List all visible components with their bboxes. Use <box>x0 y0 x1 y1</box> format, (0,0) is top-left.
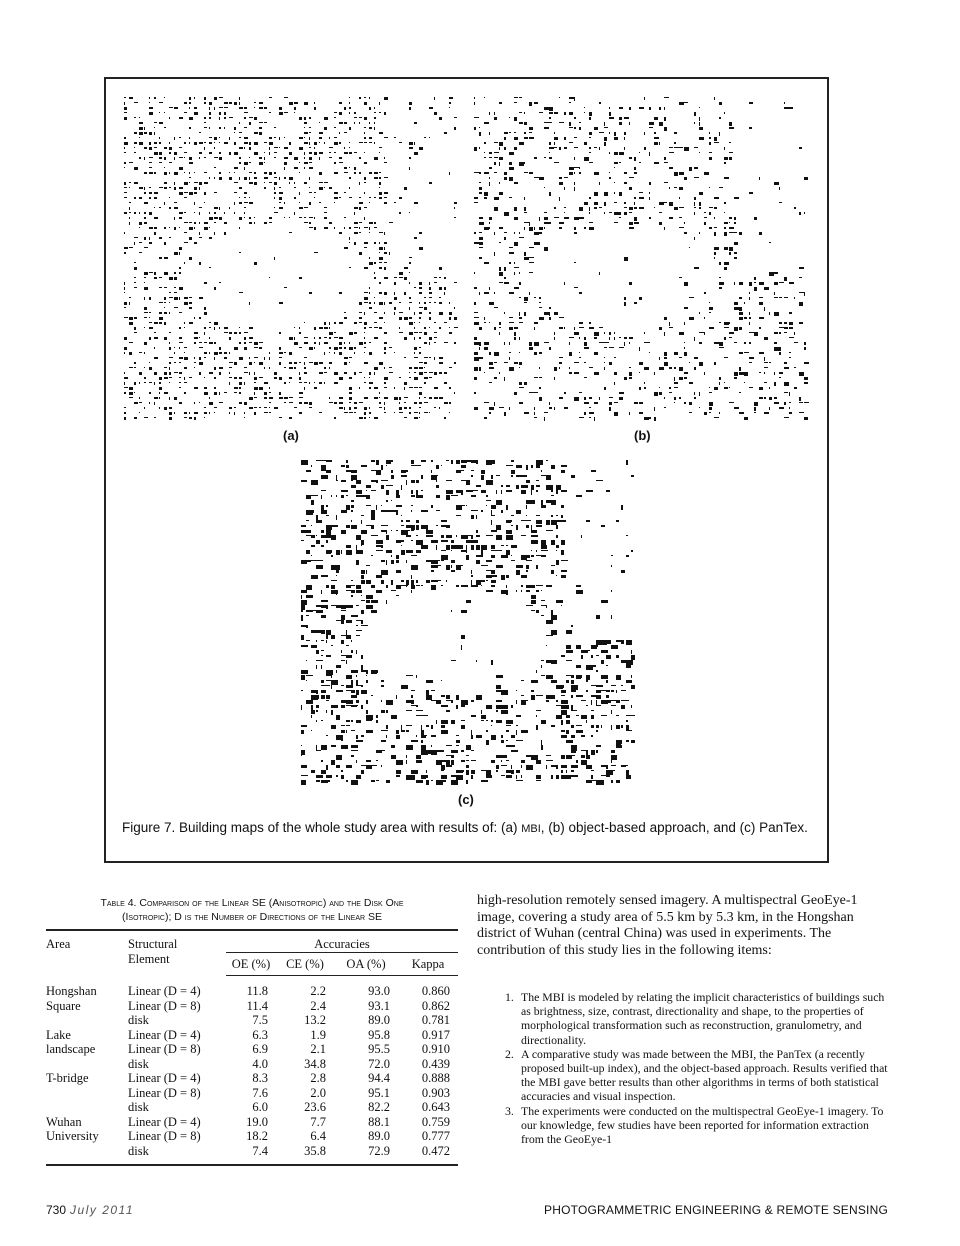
cell-area: University <box>46 1129 99 1143</box>
cell-se: disk <box>128 1144 226 1166</box>
cell-area: landscape <box>46 1042 96 1056</box>
cell-oe: 7.4 <box>226 1144 276 1166</box>
list-item: 3. The experiments were conducted on the multispectral GeoEye-1 imagery. To our knowledge, few studies have been reported for information extraction from the GeoEye-1 <box>505 1103 884 1147</box>
cell-ce: 1.9 <box>310 1027 326 1042</box>
building-pixels <box>474 97 809 421</box>
cell-oa: 95.1 <box>368 1085 390 1100</box>
issue-date: July 2011 <box>70 1203 135 1217</box>
cell-oa: 82.2 <box>368 1100 390 1114</box>
table-row <box>46 1057 458 1072</box>
panel-label-b: (b) <box>634 428 651 443</box>
cell-kappa: 0.759 <box>421 1114 450 1129</box>
header-accuracies: Accuracies <box>226 930 458 952</box>
footer-page-info <box>46 1203 134 1217</box>
table-row <box>46 1028 458 1043</box>
cell-kappa: 0.917 <box>421 1027 450 1042</box>
cell-ce: 7.7 <box>310 1114 326 1129</box>
cell-oe: 18.2 <box>246 1129 268 1143</box>
figure-caption: Figure 7. Building maps of the whole study area with results of: (a) MBI, (b) object-based approach, and (c) PanTex. <box>122 820 808 835</box>
cell-oa: 93.0 <box>368 984 390 998</box>
table-row <box>46 1100 458 1115</box>
cell-se: disk <box>128 1100 149 1114</box>
cell-area: Lake <box>46 1027 71 1042</box>
cell-se: Linear (D = 8) <box>128 998 201 1013</box>
cell-area: Wuhan <box>46 1114 82 1129</box>
table-row <box>46 1042 458 1057</box>
header-area: Area <box>46 930 128 976</box>
cell-ce: 35.8 <box>276 1144 334 1166</box>
map-raster <box>124 97 459 422</box>
cell-oe: 4.0 <box>252 1056 268 1071</box>
body-paragraph: high-resolution remotely sensed imagery. A multispectral GeoEye-1 image, covering a study area of 5.5 km by 5.3 km, in the Hongshan district of Wuhan (central China) was used in experiments. The contribution of this study lies in the following items: <box>477 893 858 958</box>
cell-area <box>46 1057 128 1072</box>
table-row <box>46 1129 458 1144</box>
table-row <box>46 999 458 1014</box>
cell-area <box>46 1086 128 1101</box>
cell-se: Linear (D = 4) <box>128 983 201 998</box>
building-map-object-based <box>474 97 809 422</box>
cell-oe: 6.3 <box>252 1027 268 1042</box>
building-pixels <box>124 97 458 420</box>
cell-ce: 2.1 <box>310 1042 326 1056</box>
cell-ce: 2.0 <box>310 1085 326 1100</box>
building-map-mbi <box>124 97 459 422</box>
table-row <box>46 976 458 999</box>
cell-oa: 72.0 <box>368 1056 390 1071</box>
cell-se: Linear (D = 8) <box>128 1042 201 1056</box>
cell-kappa: 0.860 <box>421 984 450 998</box>
header-ce: CE (%) <box>276 952 334 976</box>
journal-name: PHOTOGRAMMETRIC ENGINEERING & REMOTE SENSING <box>544 1203 888 1217</box>
table-row <box>46 1115 458 1130</box>
cell-oe: 7.6 <box>252 1085 268 1100</box>
cell-area: Hongshan <box>46 983 97 998</box>
cell-area: T-bridge <box>46 1071 89 1085</box>
header-oa: OA (%) <box>334 952 398 976</box>
cell-se: disk <box>128 1056 149 1071</box>
contribution-list <box>497 990 892 1146</box>
cell-ce: 6.4 <box>310 1129 326 1143</box>
cell-ce: 2.4 <box>310 998 326 1013</box>
cell-kappa: 0.910 <box>421 1042 450 1056</box>
table-title <box>46 896 458 924</box>
cell-kappa: 0.439 <box>421 1056 450 1071</box>
cell-oe: 8.3 <box>252 1071 268 1085</box>
map-raster <box>301 460 635 785</box>
page-number: 730 <box>46 1203 67 1217</box>
table-row <box>46 1086 458 1101</box>
cell-ce: 2.2 <box>310 984 326 998</box>
cell-kappa: 0.472 <box>398 1144 458 1166</box>
map-raster <box>474 97 809 422</box>
table-title-line1: Table 4. Comparison of the Linear SE (Anisotropic) and the Disk One <box>100 897 404 909</box>
cell-kappa: 0.888 <box>421 1071 450 1085</box>
cell-oa: 93.1 <box>368 998 390 1013</box>
cell-oa: 72.9 <box>334 1144 398 1166</box>
cell-oa: 89.0 <box>368 1129 390 1143</box>
table-row <box>46 1013 458 1028</box>
building-pixels <box>301 460 635 785</box>
cell-oe: 6.9 <box>252 1042 268 1056</box>
cell-area <box>46 1144 128 1166</box>
table-title-line2: (Isotropic); D is the Number of Directions of the Linear SE <box>122 911 382 923</box>
list-item: 2. A comparative study was made between the MBI, the PanTex (a recently proposed built-up index), and the object-based approach. Results verified that the MBI gave better results than other algorithms in terms of both statistical accuracies and visual inspection. <box>505 1046 888 1104</box>
cell-oe: 11.4 <box>246 998 268 1013</box>
cell-se: Linear (D = 4) <box>128 1114 201 1129</box>
header-oe: OE (%) <box>226 952 276 976</box>
panel-label-c: (c) <box>458 792 474 807</box>
cell-ce: 34.8 <box>304 1056 326 1071</box>
caption-mbi: MBI <box>521 823 541 835</box>
cell-oe: 6.0 <box>252 1100 268 1114</box>
cell-oe: 7.5 <box>252 1013 268 1027</box>
cell-kappa: 0.903 <box>421 1085 450 1100</box>
panel-label-a: (a) <box>283 428 299 443</box>
list-item: 1. The MBI is modeled by relating the implicit characteristics of buildings such as brightness, size, contrast, directionality and shape, to the properties of morphological transformation such as reconstruction, granulometry, and directionality. <box>505 990 885 1047</box>
cell-oa: 88.1 <box>368 1114 390 1129</box>
cell-kappa: 0.781 <box>421 1013 450 1027</box>
cell-kappa: 0.643 <box>421 1100 450 1114</box>
cell-oe: 19.0 <box>246 1114 268 1129</box>
cell-se: Linear (D = 4) <box>128 1027 201 1042</box>
cell-ce: 2.8 <box>310 1071 326 1085</box>
cell-se: Linear (D = 8) <box>128 1129 201 1143</box>
table-row <box>46 1071 458 1086</box>
cell-area <box>46 1013 128 1028</box>
cell-se: Linear (D = 8) <box>128 1085 201 1100</box>
cell-ce: 23.6 <box>304 1100 326 1114</box>
cell-area: Square <box>46 998 81 1013</box>
cell-se: Linear (D = 4) <box>128 1071 201 1085</box>
cell-oa: 95.5 <box>368 1042 390 1056</box>
accuracy-table <box>46 929 458 1166</box>
cell-ce: 13.2 <box>304 1013 326 1027</box>
table-row <box>46 1144 458 1166</box>
building-map-pantex <box>301 460 635 785</box>
cell-oa: 89.0 <box>368 1013 390 1027</box>
cell-kappa: 0.777 <box>421 1129 450 1143</box>
cell-se: disk <box>128 1013 149 1027</box>
cell-oa: 95.8 <box>368 1027 390 1042</box>
cell-kappa: 0.862 <box>421 998 450 1013</box>
cell-oe: 11.8 <box>246 984 268 998</box>
cell-area <box>46 1100 128 1115</box>
header-structural-element: Structural Element <box>128 930 226 976</box>
header-kappa: Kappa <box>398 952 458 976</box>
cell-oa: 94.4 <box>368 1071 390 1085</box>
